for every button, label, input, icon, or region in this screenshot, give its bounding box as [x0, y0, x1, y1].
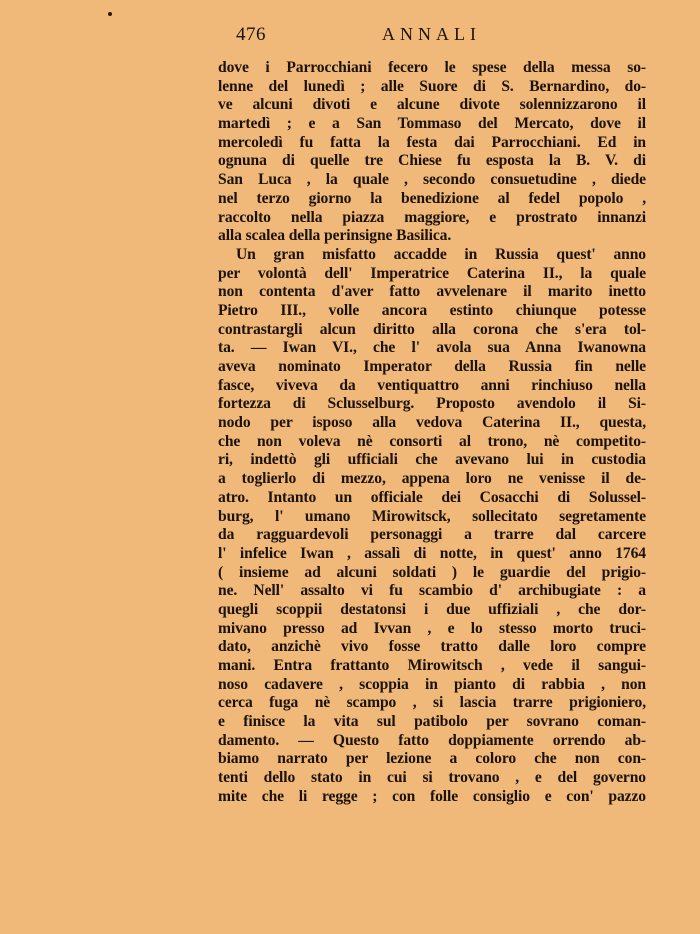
text-line: lenne del lunedì ; alle Suore di S. Bernardino, do- — [218, 77, 646, 95]
text-line: ve alcuni divoti e alcune divote solennizzarono il — [218, 96, 646, 114]
text-line: burg, l' umano Mirowitsck, sollecitato segretamente — [218, 507, 646, 525]
text-line: non contenta d'aver fatto avvelenare il marito inetto — [218, 283, 646, 301]
text-line: fortezza di Sclusselburg. Proposto avendolo il Si- — [218, 395, 646, 413]
text-line: a toglierlo di mezzo, appena loro ne venisse il de- — [218, 470, 646, 488]
text-line: San Luca , la quale , secondo consuetudine , diede — [218, 171, 646, 189]
text-line: fasce, viveva da ventiquattro anni rinchiuso nella — [218, 376, 646, 394]
text-line: nodo per isposo alla vedova Caterina II., questa, — [218, 414, 646, 432]
text-line: Pietro III., volle ancora estinto chiunque potesse — [218, 301, 646, 319]
text-line: dato, anzichè vivo fosse tratto dalle loro compre — [218, 638, 646, 656]
text-line: biamo narrato per lezione a coloro che non con- — [218, 750, 646, 768]
ink-speck — [108, 12, 112, 16]
text-line: dove i Parrocchiani fecero le spese della messa so- — [218, 59, 646, 76]
text-line: damento. — Questo fatto doppiamente orrendo ab- — [218, 731, 646, 749]
text-line: quegli scoppii destatonsi i due uffiziali , che dor- — [218, 600, 646, 618]
text-line: raccolto nella piazza maggiore, e prostrato innanzi — [218, 208, 646, 226]
text-line: per volontà dell' Imperatrice Caterina II., la quale — [218, 264, 646, 282]
text-line: mite che li regge ; con folle consiglio e con' pazzo — [218, 787, 646, 805]
text-line: alla scalea della perinsigne Basilica. — [218, 227, 452, 245]
text-line: che non voleva nè consorti al trono, nè competito- — [218, 432, 646, 450]
text-line: ognuna di quelle tre Chiese fu esposta la B. V. di — [218, 152, 646, 170]
text-line: l' infelice Iwan , assalì di notte, in quest' anno 1764 — [218, 544, 646, 562]
running-title: ANNALI — [382, 24, 481, 44]
text-line: mercoledì fu fatta la festa dai Parrocchiani. Ed in — [218, 133, 646, 151]
text-line: mani. Entra frattanto Mirowitsch , vede il sangui- — [218, 657, 646, 674]
text-line: ri, indettò gli ufficiali che avevano lui in custodia — [218, 451, 646, 469]
text-line: tenti dello stato in cui si trovano , e del governo — [218, 769, 646, 787]
text-line: e finisce la vita sul patibolo per sovrano coman- — [218, 713, 646, 731]
page-number: 476 — [236, 24, 266, 45]
text-line: da ragguardevoli personaggi a trarre dal carcere — [218, 526, 646, 544]
text-line: martedì ; e a San Tommaso del Mercato, dove il — [218, 115, 646, 133]
text-line: cerca fuga nè scampo , si lascia trarre prigioniero, — [218, 694, 646, 712]
text-line: mivano presso ad Ivvan , e lo stesso morto truci- — [218, 619, 646, 637]
text-line: Un gran misfatto accadde in Russia quest' anno — [236, 245, 646, 263]
text-line: aveva nominato Imperator della Russia fin nelle — [218, 358, 646, 375]
body-text — [218, 59, 646, 807]
text-line: nel terzo giorno la benedizione al fedel popolo , — [218, 189, 646, 207]
text-line: ne. Nell' assalto vi fu scambio d' archibugiate : a — [218, 582, 646, 600]
text-line: noso cadavere , scoppia in pianto di rabbia , non — [218, 675, 646, 693]
text-line: ta. — Iwan VI., che l' avola sua Anna Iwanowna — [218, 339, 646, 357]
text-line: ( insieme ad alcuni soldati ) le guardie del prigio- — [218, 563, 646, 581]
text-line: contrastargli alcun diritto alla corona che s'era tol- — [218, 320, 646, 338]
text-line: atro. Intanto un officiale dei Cosacchi di Solussel- — [218, 488, 646, 506]
